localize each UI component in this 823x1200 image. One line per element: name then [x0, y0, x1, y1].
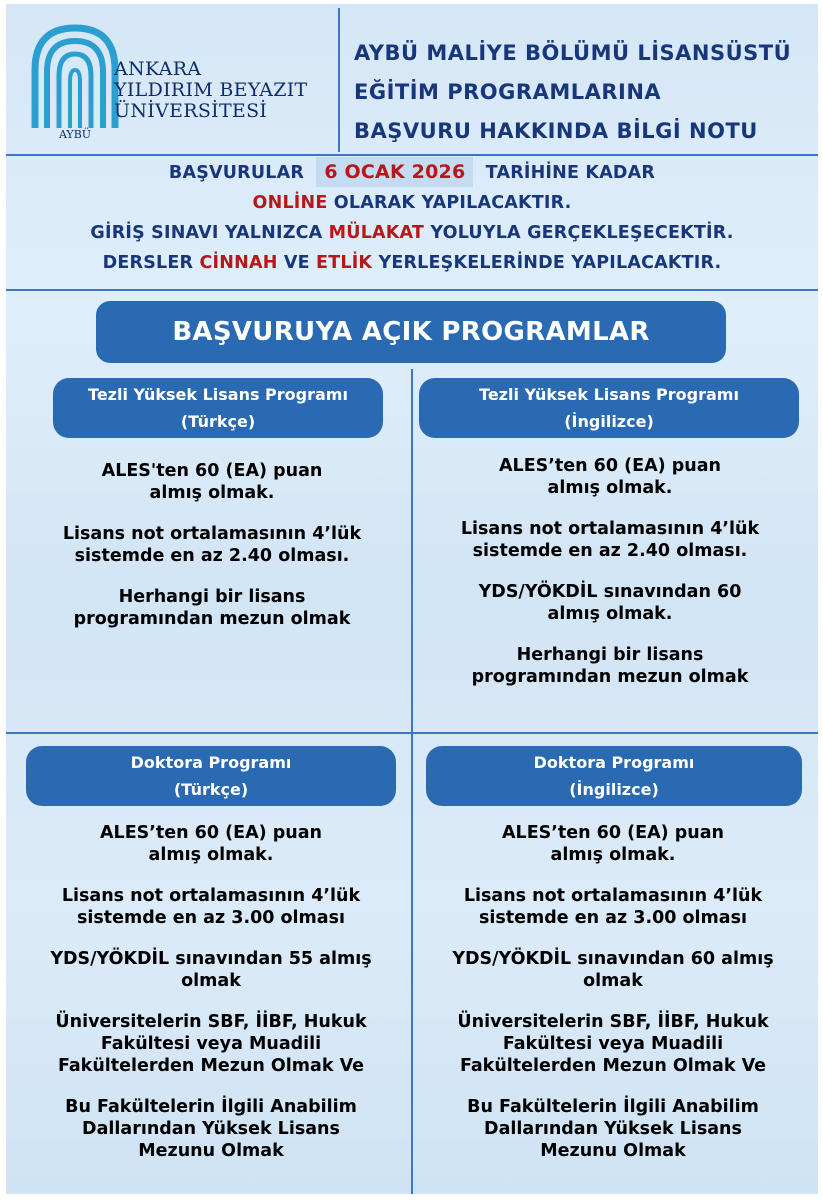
page-title-line: BAŞVURU HAKKINDA BİLGİ NOTU — [354, 119, 758, 143]
requirement-line: sistemde en az 2.40 olması. — [74, 546, 350, 566]
campus-highlight-cinnah: CİNNAH — [199, 253, 278, 273]
announcement-text: GİRİŞ SINAVI YALNIZCA — [90, 223, 329, 243]
requirement-line: Lisans not ortalamasının 4’lük — [463, 886, 763, 906]
program-title: Doktora Programı — [130, 753, 292, 772]
program-language: (Türkçe) — [180, 412, 256, 431]
requirement-item — [416, 1011, 810, 1077]
announcement-line — [6, 218, 818, 248]
university-name-line: ÜNİVERSİTESİ — [114, 100, 268, 122]
announcement-text: OLARAK YAPILACAKTIR. — [327, 193, 572, 213]
requirement-line: Fakültesi veya Muadili — [502, 1034, 724, 1054]
requirement-line: Lisans not ortalamasının 4’lük — [62, 524, 362, 544]
requirement-item — [21, 523, 403, 567]
requirement-line: ALES’ten 60 (EA) puan — [499, 456, 721, 476]
requirement-line: olmak — [181, 971, 241, 991]
programs-banner: BAŞVURUYA AÇIK PROGRAMLAR — [96, 301, 726, 363]
requirement-item — [416, 581, 804, 625]
requirement-line: programından mezun olmak — [73, 609, 351, 629]
requirement-item — [416, 822, 810, 866]
program-header-ms-turkish — [53, 378, 383, 438]
page-title-line: AYBÜ MALİYE BÖLÜMÜ LİSANSÜSTÜ — [354, 41, 792, 65]
requirement-line: sistemde en az 2.40 olması. — [472, 541, 748, 561]
requirement-line: almış olmak. — [547, 604, 673, 624]
requirement-line: Üniversitelerin SBF, İİBF, Hukuk — [55, 1012, 367, 1032]
requirement-line: Dallarından Yüksek Lisans — [82, 1119, 340, 1139]
interview-highlight: MÜLAKAT — [328, 223, 425, 243]
page-title-line: EĞİTİM PROGRAMLARINA — [354, 80, 662, 104]
university-name — [114, 59, 339, 122]
requirement-line: Mezunu Olmak — [540, 1141, 686, 1161]
announcement-line — [6, 157, 818, 188]
requirement-line: almış olmak. — [148, 845, 274, 865]
online-highlight: ONLİNE — [252, 193, 328, 213]
requirement-item — [416, 948, 810, 992]
requirement-line: Fakültesi veya Muadili — [100, 1034, 322, 1054]
announcement-text: VE — [277, 253, 317, 273]
requirement-line: almış olmak. — [550, 845, 676, 865]
requirement-line: ALES'ten 60 (EA) puan — [101, 461, 323, 481]
requirement-line: YDS/YÖKDİL sınavından 60 — [478, 582, 742, 602]
page-title — [354, 34, 814, 151]
requirement-line: YDS/YÖKDİL sınavından 55 almış — [50, 949, 372, 969]
requirement-item — [14, 1096, 408, 1162]
requirement-line: Herhangi bir lisans — [118, 587, 306, 607]
program-header-ms-english — [419, 378, 799, 438]
requirement-line: Lisans not ortalamasının 4’lük — [61, 886, 361, 906]
requirement-line: Fakültelerden Mezun Olmak Ve — [57, 1056, 365, 1076]
requirement-item — [14, 885, 408, 929]
requirements-ms-turkish — [21, 460, 403, 649]
requirement-line: YDS/YÖKDİL sınavından 60 almış — [452, 949, 774, 969]
announcement-bottom-divider — [6, 289, 818, 291]
program-title: Doktora Programı — [533, 753, 695, 772]
requirement-line: Dallarından Yüksek Lisans — [484, 1119, 742, 1139]
header-divider — [338, 8, 340, 152]
program-title: Tezli Yüksek Lisans Programı — [88, 385, 348, 404]
requirement-item — [416, 644, 804, 688]
campus-highlight-etlik: ETLİK — [316, 253, 373, 273]
header-bottom-divider — [6, 154, 818, 156]
requirement-item — [21, 586, 403, 630]
requirement-item — [416, 1096, 810, 1162]
requirement-line: programından mezun olmak — [471, 667, 749, 687]
requirement-line: almış olmak. — [547, 478, 673, 498]
requirement-line: Fakültelerden Mezun Olmak Ve — [459, 1056, 767, 1076]
requirement-item — [14, 1011, 408, 1077]
announcement — [6, 157, 818, 278]
program-header-phd-turkish — [26, 746, 396, 806]
requirements-ms-english — [416, 455, 804, 707]
requirement-line: sistemde en az 3.00 olması — [76, 908, 346, 928]
requirement-line: sistemde en az 3.00 olması — [478, 908, 748, 928]
requirement-line: Üniversitelerin SBF, İİBF, Hukuk — [457, 1012, 769, 1032]
announcement-text: DERSLER — [102, 253, 200, 273]
announcement-text: TARİHİNE KADAR — [485, 163, 656, 183]
announcement-line — [6, 248, 818, 278]
deadline-date: 6 OCAK 2026 — [316, 157, 473, 187]
university-name-line: YILDIRIM BEYAZIT — [114, 79, 308, 101]
column-divider — [411, 369, 413, 1194]
requirement-line: ALES’ten 60 (EA) puan — [502, 823, 724, 843]
announcement-line — [6, 188, 818, 218]
requirement-item — [14, 948, 408, 992]
university-name-line: ANKARA — [114, 58, 202, 80]
requirement-line: Lisans not ortalamasının 4’lük — [460, 519, 760, 539]
program-language: (İngilizce) — [564, 412, 654, 431]
requirements-phd-turkish — [14, 822, 408, 1181]
university-logo-icon — [30, 24, 120, 142]
row-divider — [6, 732, 818, 734]
requirement-line: olmak — [583, 971, 643, 991]
program-title: Tezli Yüksek Lisans Programı — [479, 385, 739, 404]
program-language: (İngilizce) — [569, 780, 659, 799]
program-header-phd-english — [426, 746, 802, 806]
requirement-line: Bu Fakültelerin İlgili Anabilim — [467, 1097, 759, 1117]
requirement-item — [21, 460, 403, 504]
requirement-line: Bu Fakültelerin İlgili Anabilim — [65, 1097, 357, 1117]
program-language: (Türkçe) — [173, 780, 249, 799]
announcement-text: YERLEŞKELERİNDE YAPILACAKTIR. — [372, 253, 722, 273]
requirements-phd-english — [416, 822, 810, 1181]
poster — [6, 4, 818, 1194]
requirement-item — [14, 822, 408, 866]
requirement-line: Herhangi bir lisans — [516, 645, 704, 665]
requirement-item — [416, 518, 804, 562]
announcement-text: BAŞVURULAR — [168, 163, 305, 183]
requirement-item — [416, 455, 804, 499]
requirement-item — [416, 885, 810, 929]
requirement-line: Mezunu Olmak — [138, 1141, 284, 1161]
requirement-line: ALES’ten 60 (EA) puan — [100, 823, 322, 843]
requirement-line: almış olmak. — [149, 483, 275, 503]
announcement-text: YOLUYLA GERÇEKLEŞECEKTİR. — [424, 223, 734, 243]
logo-text: AYBÜ — [58, 128, 92, 141]
